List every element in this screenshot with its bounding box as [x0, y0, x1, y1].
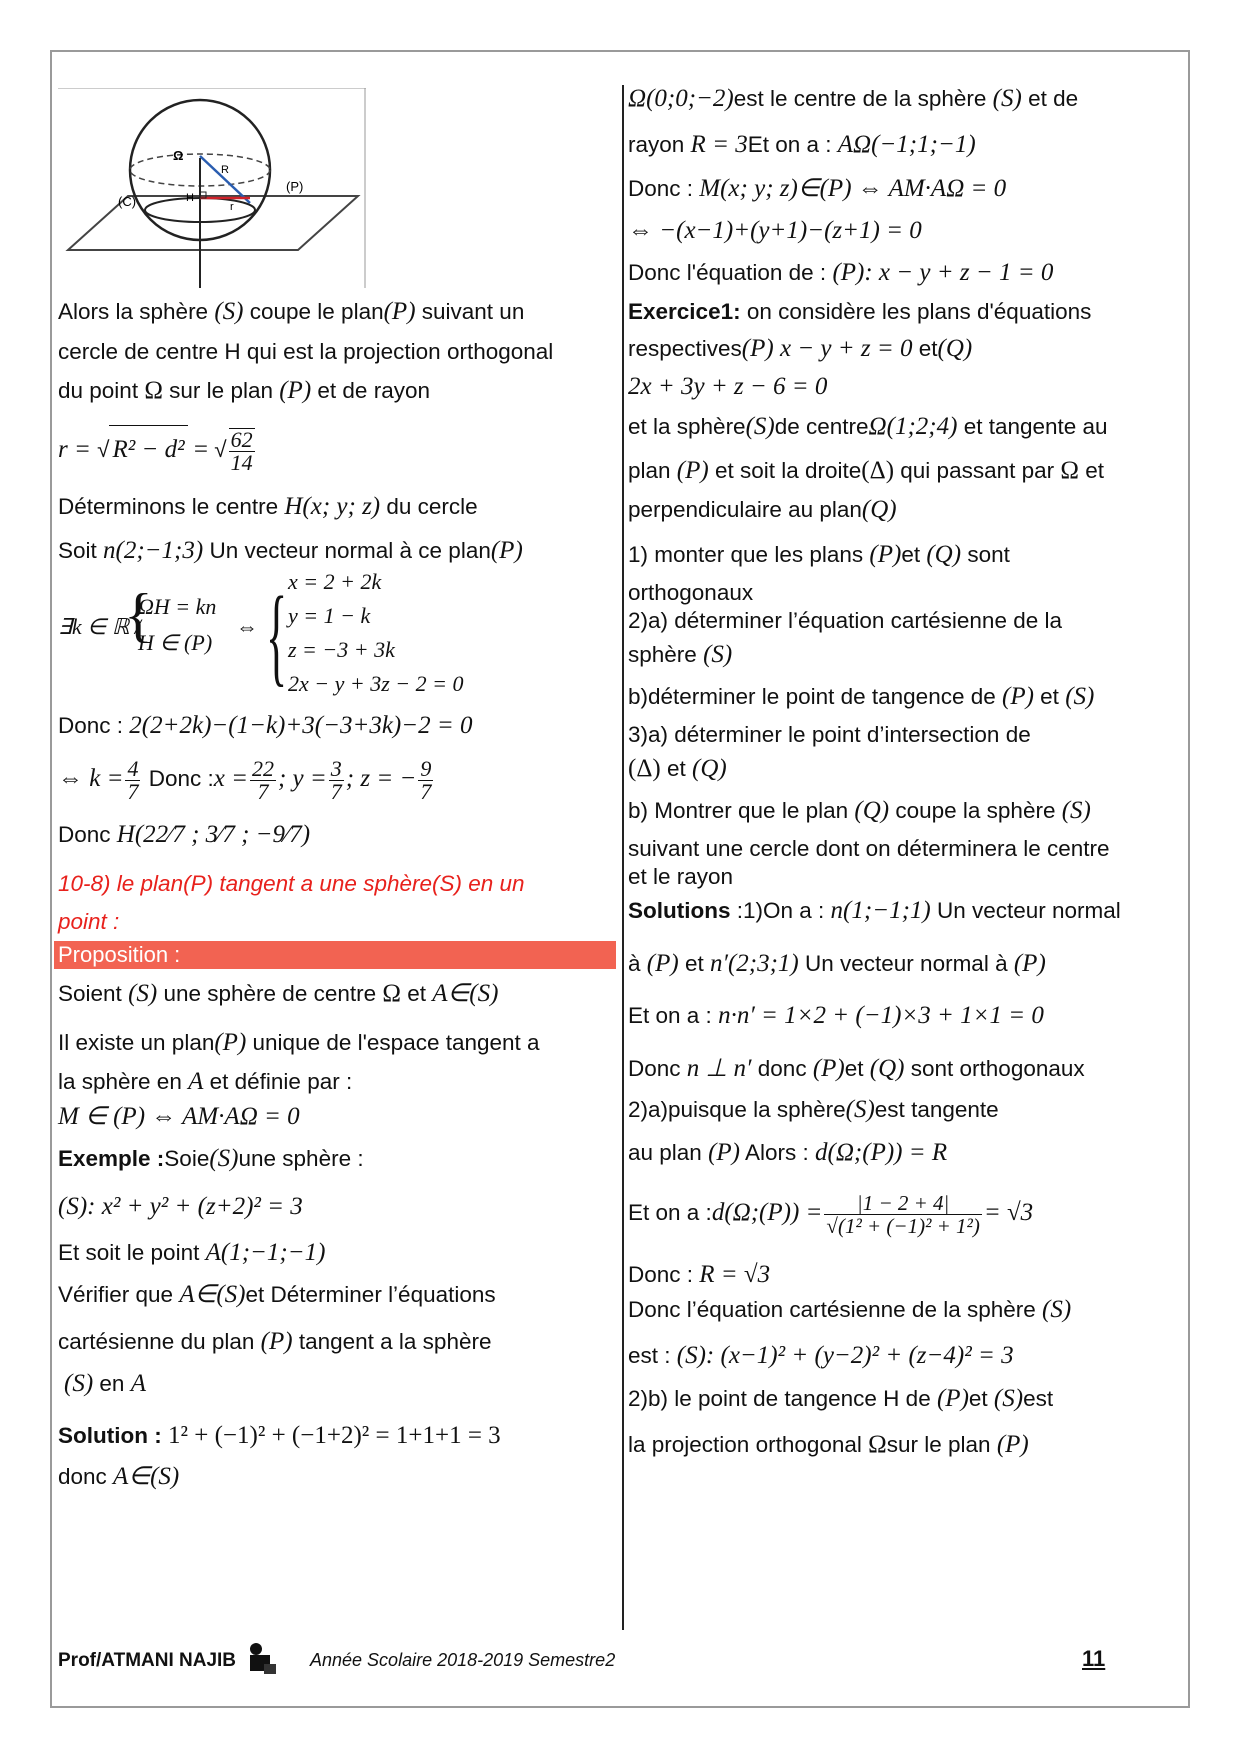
solutions-line: Solutions :1)On a : n(1;−1;1) Un vecteur normal [628, 897, 1121, 924]
label-R: R [221, 164, 229, 176]
system-right-eq1: x = 2 + 2k [288, 569, 382, 594]
label-H: H [186, 192, 194, 204]
label-omega: Ω [173, 148, 184, 163]
right-line-20: suivant une cercle dont on déterminera le centre [628, 836, 1110, 861]
system-right-eq4: 2x − y + 3z − 2 = 0 [288, 671, 464, 696]
left-line-donc1: Donc : 2(2+2k)−(1−k)+3(−3+3k)−2 = 0 [58, 712, 473, 739]
example-verify: Vérifier que A∈(S)et Déterminer l’équations [58, 1281, 496, 1308]
left-line-k: ⇔ k = $\frac{4}{7}$ Donc :x = $\frac{22}{7}$ ; y = $\frac{3}{7}$ ; z = − $\frac{9}{7}$ [58, 755, 432, 804]
system-right-eq2: y = 1 − k [288, 603, 371, 628]
system-prefix: ∃k ∈ ℝ / [58, 614, 141, 639]
right-line-17: 3)a) déterminer le point d’intersection de [628, 722, 1031, 747]
system-right-eq3: z = −3 + 3k [288, 637, 395, 662]
page-number: 11 [1082, 1646, 1106, 1671]
right-line-25: Donc n ⊥ n′ donc (P)et (Q) sont orthogonaux [628, 1055, 1085, 1082]
right-line-29: Donc : R = √3 [628, 1261, 771, 1288]
right-line-19: b) Montrer que le plan (Q) coupe la sphère (S) [628, 797, 1091, 824]
right-line-15: sphère (S) [628, 641, 733, 668]
right-line-31: est : (S): (x−1)² + (y−2)² + (z−4)² = 3 [628, 1342, 1014, 1369]
footer-author: Prof/ATMANI NAJIB [58, 1650, 237, 1671]
exercice1-title: Exercice1: on considère les plans d'équations [628, 299, 1092, 324]
label-P: (P) [286, 179, 304, 194]
prop-line-2: Il existe un plan(P) unique de l'espace tangent a [58, 1029, 540, 1056]
right-line-1: Ω(0;0;−2)est le centre de la sphère (S) et de [628, 85, 1079, 112]
left-line-2: cercle de centre H qui est la projection orthogonal [58, 339, 554, 364]
author-logo-icon [242, 1640, 280, 1678]
right-line-28: Et on a :d(Ω;(P)) = $\frac{|1 - 2 + 4|}{\text{√(1² + (−1)² + 1²)}}$ = √3 [628, 1190, 1034, 1238]
right-line-26: 2)a)puisque la sphère(S)est tangente [628, 1096, 999, 1123]
right-line-2: rayon R = 3Et on a : AΩ(−1;1;−1) [628, 131, 976, 158]
footer-year: Année Scolaire 2018-2019 Semestre2 [310, 1650, 616, 1670]
prop-line-4: M ∈ (P) ⇔ AM·AΩ = 0 [58, 1103, 300, 1130]
example-cartesian: cartésienne du plan (P) tangent a la sphère [58, 1328, 492, 1355]
right-line-5: Donc l'équation de : (P): x − y + z − 1 = 0 [628, 259, 1054, 286]
right-line-32: 2)b) le point de tangence H de (P)et (S)est [628, 1385, 1054, 1412]
left-line-3: du point Ω sur le plan (P) et de rayon [58, 377, 430, 404]
label-C: (C) [118, 194, 137, 209]
solution-line: Solution : 1² + (−1)² + (−1+2)² = 1+1+1 = 3 [58, 1422, 501, 1449]
system-brace-right: { [266, 574, 288, 696]
radius-formula: r = √ R² − d² = √ $\frac{62}{14}$ [58, 425, 257, 474]
right-line-9: et la sphère(S)de centreΩ(1;2;4) et tangente au [628, 413, 1108, 440]
right-line-11: perpendiculaire au plan(Q) [628, 496, 897, 523]
section-title-line1: 10-8) le plan(P) tangent a une sphère(S) en un [58, 871, 525, 896]
example-equation: (S): x² + y² + (z+2)² = 3 [58, 1193, 303, 1220]
right-line-7: respectives(P) x − y + z = 0 et(Q) [628, 335, 973, 362]
right-line-30: Donc l’équation cartésienne de la sphère (S) [628, 1296, 1072, 1323]
right-line-16: b)déterminer le point de tangence de (P) et (S) [628, 683, 1095, 710]
sphere-plane-diagram [58, 88, 366, 288]
left-line-determinons: Déterminons le centre H(x; y; z) du cercle [58, 493, 478, 520]
example-point: Et soit le point A(1;−1;−1) [58, 1239, 326, 1266]
column-divider [622, 85, 624, 1630]
left-line-donc-h: Donc H(22⁄7 ; 3⁄7 ; −9⁄7) [58, 821, 311, 848]
right-line-33: la projection orthogonal Ωsur le plan (P) [628, 1431, 1029, 1458]
right-line-14: 2)a) déterminer l’équation cartésienne de la [628, 608, 1063, 633]
system-left-eq1: ΩH = kn [138, 594, 217, 619]
right-line-18: (Δ) et (Q) [628, 755, 727, 782]
right-line-27: au plan (P) Alors : d(Ω;(P)) = R [628, 1139, 948, 1166]
system-equiv: ⇔ [236, 614, 258, 639]
right-line-21: et le rayon [628, 864, 734, 889]
right-line-4: ⇔ −(x−1)+(y+1)−(z+1) = 0 [628, 217, 922, 244]
prop-line-3: la sphère en A et définie par : [58, 1068, 353, 1095]
system-brace-left: { [124, 582, 153, 648]
solution-donc: donc A∈(S) [58, 1463, 180, 1490]
example-en-a: (S) en A [64, 1370, 146, 1397]
right-line-23: à (P) et n′(2;3;1) Un vecteur normal à (P) [628, 950, 1046, 977]
label-r: r [230, 201, 234, 213]
right-line-10: plan (P) et soit la droite(Δ) qui passant par Ω et [628, 457, 1105, 484]
right-line-8: 2x + 3y + z − 6 = 0 [628, 373, 828, 400]
right-line-24: Et on a : n·n′ = 1×2 + (−1)×3 + 1×1 = 0 [628, 1002, 1044, 1029]
right-line-12: 1) monter que les plans (P)et (Q) sont [628, 541, 1010, 568]
example-line: Exemple :Soie(S)une sphère : [58, 1145, 364, 1172]
left-line-1: Alors la sphère (S) coupe le plan(P) suivant un [58, 298, 525, 325]
section-title-line2: point : [58, 909, 120, 934]
proposition-banner: Proposition : [54, 941, 616, 969]
left-line-soit: Soit n(2;−1;3) Un vecteur normal à ce plan(P) [58, 537, 523, 564]
right-line-13: orthogonaux [628, 580, 754, 605]
prop-line-1: Soient (S) une sphère de centre Ω et A∈(S) [58, 980, 499, 1007]
right-line-3: Donc : M(x; y; z)∈(P) ⇔ AM·AΩ = 0 [628, 175, 1007, 202]
system-left-eq2: H ∈ (P) [138, 630, 213, 655]
